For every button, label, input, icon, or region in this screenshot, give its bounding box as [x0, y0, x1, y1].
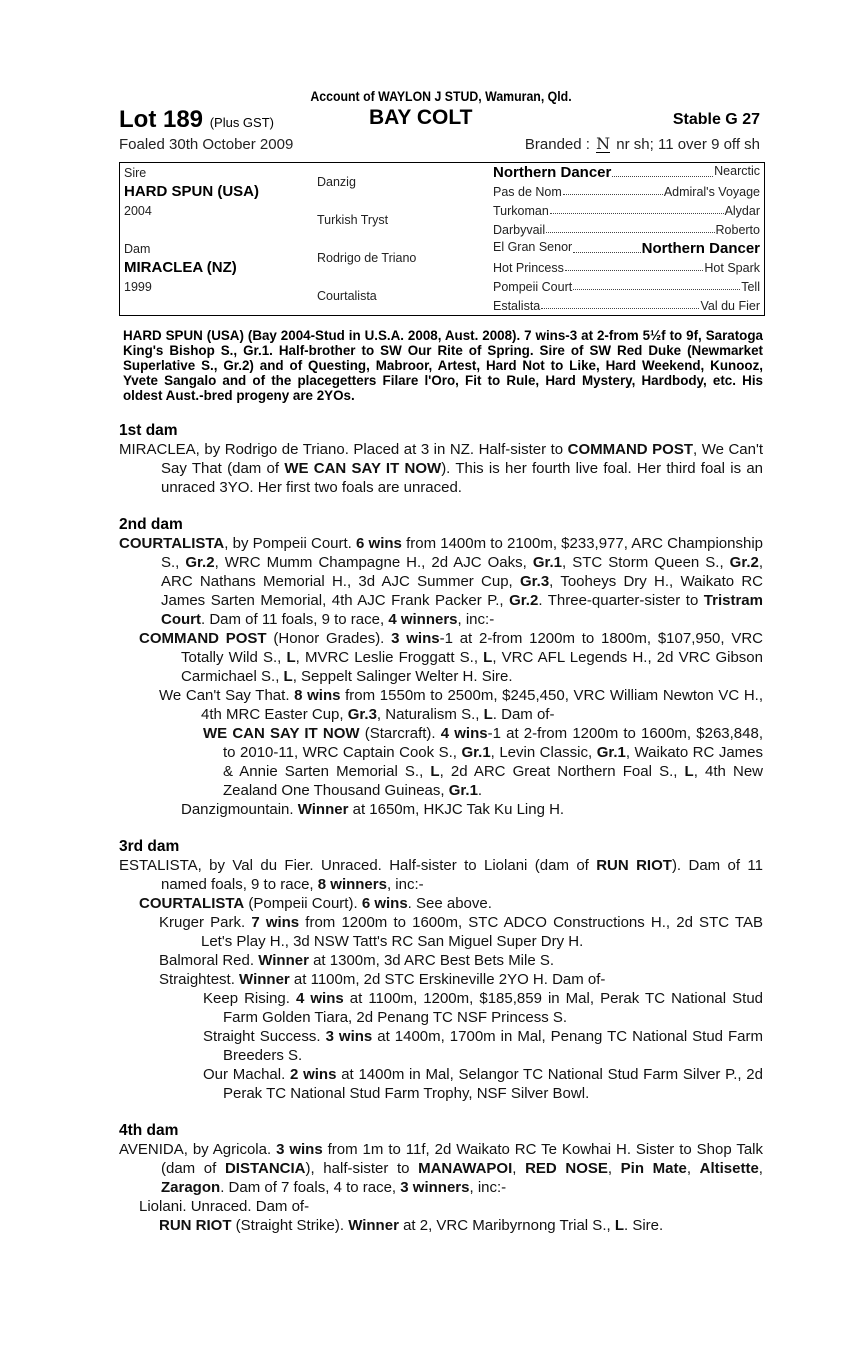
second-dam-section	[119, 515, 763, 819]
pedigree-g3-0: Northern Dancer Nearctic	[493, 164, 760, 181]
dam-name: MIRACLEA (NZ)	[124, 259, 237, 276]
dam-label: Dam	[124, 241, 151, 256]
pedigree-table	[119, 162, 765, 316]
lot-header	[119, 106, 763, 134]
pedigree-g3-1: Pas de Nom Admiral's Voyage	[493, 184, 760, 199]
produce-keep-rising: Keep Rising. 4 wins at 1100m, 1200m, $185,859 in Mal, Perak TC National Stud Farm Golden Tiara, 2d Penang TC NSF Princess S.	[203, 990, 764, 1026]
dam-dam: Courtalista	[317, 289, 377, 303]
pedigree-g3-2: Turkoman Alydar	[493, 203, 760, 218]
pedigree-g3-4: El Gran Senor Northern Dancer	[493, 240, 760, 257]
second-dam-text: COURTALISTA, by Pompeii Court. 6 wins from 1400m to 2100m, $233,977, ARC Championship S., Gr.2, WRC Mumm Champagne H., 2d AJC Oaks, Gr.1, STC Storm Queen S., Gr.2, ARC Nathans Memorial H., 3d AJC Summer Cup, Gr.3, Tooheys Dry H., Waikato RC James Sarten Memorial, 4th AJC Frank Packer P., Gr.2. Three-quarter-sister to Tristram Court. Dam of 11 foals, 9 to race, 4 winners, inc:-	[119, 535, 764, 628]
produce-liolani: Liolani. Unraced. Dam of-	[139, 1198, 310, 1215]
brand-info: Branded : N nr sh; 11 over 9 off sh	[524, 134, 760, 153]
first-dam-heading: 1st dam	[119, 422, 178, 439]
foal-details	[119, 134, 763, 158]
brand-mark-icon: N	[596, 134, 611, 153]
produce-we-cant-say-that: We Can't Say That. 8 wins from 1550m to 2500m, $245,450, VRC William Newton VC H., 4th MRC Easter Cup, Gr.3, Naturalism S., L. Dam of-	[159, 687, 763, 723]
fourth-dam-section	[119, 1121, 763, 1235]
foaled-date: Foaled 30th October 2009	[119, 136, 294, 153]
third-dam-text: ESTALISTA, by Val du Fier. Unraced. Half-sister to Liolani (dam of RUN RIOT). Dam of 11 named foals, 9 to race, 8 winners, inc:-	[119, 857, 764, 893]
sire-name: HARD SPUN (USA)	[124, 183, 259, 200]
vendor-account: Account of WAYLON J STUD, Wamuran, Qld.	[310, 88, 572, 104]
stable-number: Stable G 27	[672, 111, 760, 128]
dam-year: 1999	[124, 279, 152, 294]
produce-command-post: COMMAND POST (Honor Grades). 3 wins-1 at 2-from 1200m to 1800m, $107,950, VRC Totally Wild S., L, MVRC Leslie Froggatt S., L, VRC AFL Legends H., 2d VRC Gibson Carmichael S., L, Seppelt Salinger Welter H. Sire.	[139, 630, 764, 685]
produce-danzigmountain: Danzigmountain. Winner at 1650m, HKJC Tak Ku Ling H.	[181, 801, 565, 818]
produce-we-can-say-it-now: WE CAN SAY IT NOW (Starcraft). 4 wins-1 at 2-from 1200m to 1600m, $263,848, to 2010-11, WRC Captain Cook S., Gr.1, Levin Classic, Gr.1, Waikato RC James & Annie Sarten Memorial S., L, 2d ARC Great Northern Foal S., L, 4th New Zealand One Thousand Guineas, Gr.1.	[203, 725, 763, 799]
pedigree-g3-6: Pompeii Court Tell	[493, 279, 760, 294]
produce-straight-success: Straight Success. 3 wins at 1400m, 1700m in Mal, Penang TC National Stud Farm Breeders S.	[203, 1028, 763, 1064]
pedigree-g3-7: Estalista Val du Fier	[493, 298, 760, 313]
fourth-dam-text: AVENIDA, by Agricola. 3 wins from 1m to 11f, 2d Waikato RC Te Kowhai H. Sister to Shop Talk (dam of DISTANCIA), half-sister to MANAWAPOI, RED NOSE, Pin Mate, Altisette, Zaragon. Dam of 7 foals, 4 to race, 3 winners, inc:-	[119, 1141, 763, 1196]
catalogue-page	[119, 88, 763, 1235]
sire-dam: Turkish Tryst	[317, 213, 389, 227]
third-dam-section	[119, 837, 763, 1103]
sex-color: BAY COLT	[369, 106, 473, 129]
sire-label: Sire	[124, 165, 147, 180]
plus-gst: (Plus GST)	[209, 115, 274, 130]
produce-straightest: Straightest. Winner at 1100m, 2d STC Erskineville 2YO H. Dam of-	[159, 971, 606, 988]
produce-kruger-park: Kruger Park. 7 wins from 1200m to 1600m, STC ADCO Constructions H., 2d STC TAB Let's Play H., 3d NSW Tatt's RC San Miguel Super Dry H.	[159, 914, 763, 950]
produce-balmoral-red: Balmoral Red. Winner at 1300m, 3d ARC Best Bets Mile S.	[159, 952, 555, 969]
dam-sire: Rodrigo de Triano	[317, 251, 417, 265]
first-dam-text: MIRACLEA, by Rodrigo de Triano. Placed at 3 in NZ. Half-sister to COMMAND POST, We Can't Say That (dam of WE CAN SAY IT NOW). This is her fourth live foal. Her third foal is an unraced 3YO. Her first two foals are unraced.	[119, 441, 764, 496]
first-dam-section	[119, 421, 763, 497]
produce-run-riot: RUN RIOT (Straight Strike). Winner at 2, VRC Maribyrnong Trial S., L. Sire.	[159, 1217, 664, 1234]
fourth-dam-heading: 4th dam	[119, 1122, 179, 1139]
produce-courtalista: COURTALISTA (Pompeii Court). 6 wins. See above.	[139, 895, 492, 912]
pedigree-g3-3: Darbyvail Roberto	[493, 222, 760, 237]
second-dam-heading: 2nd dam	[119, 516, 183, 533]
sire-year: 2004	[124, 203, 152, 218]
sire-sire: Danzig	[317, 175, 356, 189]
sire-summary: HARD SPUN (USA) (Bay 2004-Stud in U.S.A. 2008, Aust. 2008). 7 wins-3 at 2-from 5½f to 9f, Saratoga King's Bishop S., Gr.1. Half-brother to SW Our Rite of Spring. Sire of SW Red Duke (Newmarket Superlative S., Gr.2) and of Questing, Mabroor, Artest, Hard Not to Like, Hard Weekend, Kunooz, Yvete Sangalo and of the placegetters Filare l'Oro, Fit to Rule, Hard Mystery, Hardbody, etc. His oldest Aust.-bred progeny are 2YOs.	[123, 328, 763, 403]
produce-our-machal: Our Machal. 2 wins at 1400m in Mal, Selangor TC National Stud Farm Silver P., 2d Perak TC National Stud Farm Trophy, NSF Silver Bowl.	[203, 1066, 763, 1102]
pedigree-g3-5: Hot Princess Hot Spark	[493, 260, 760, 275]
third-dam-heading: 3rd dam	[119, 838, 180, 855]
lot-number: Lot 189 (Plus GST)	[119, 106, 274, 133]
